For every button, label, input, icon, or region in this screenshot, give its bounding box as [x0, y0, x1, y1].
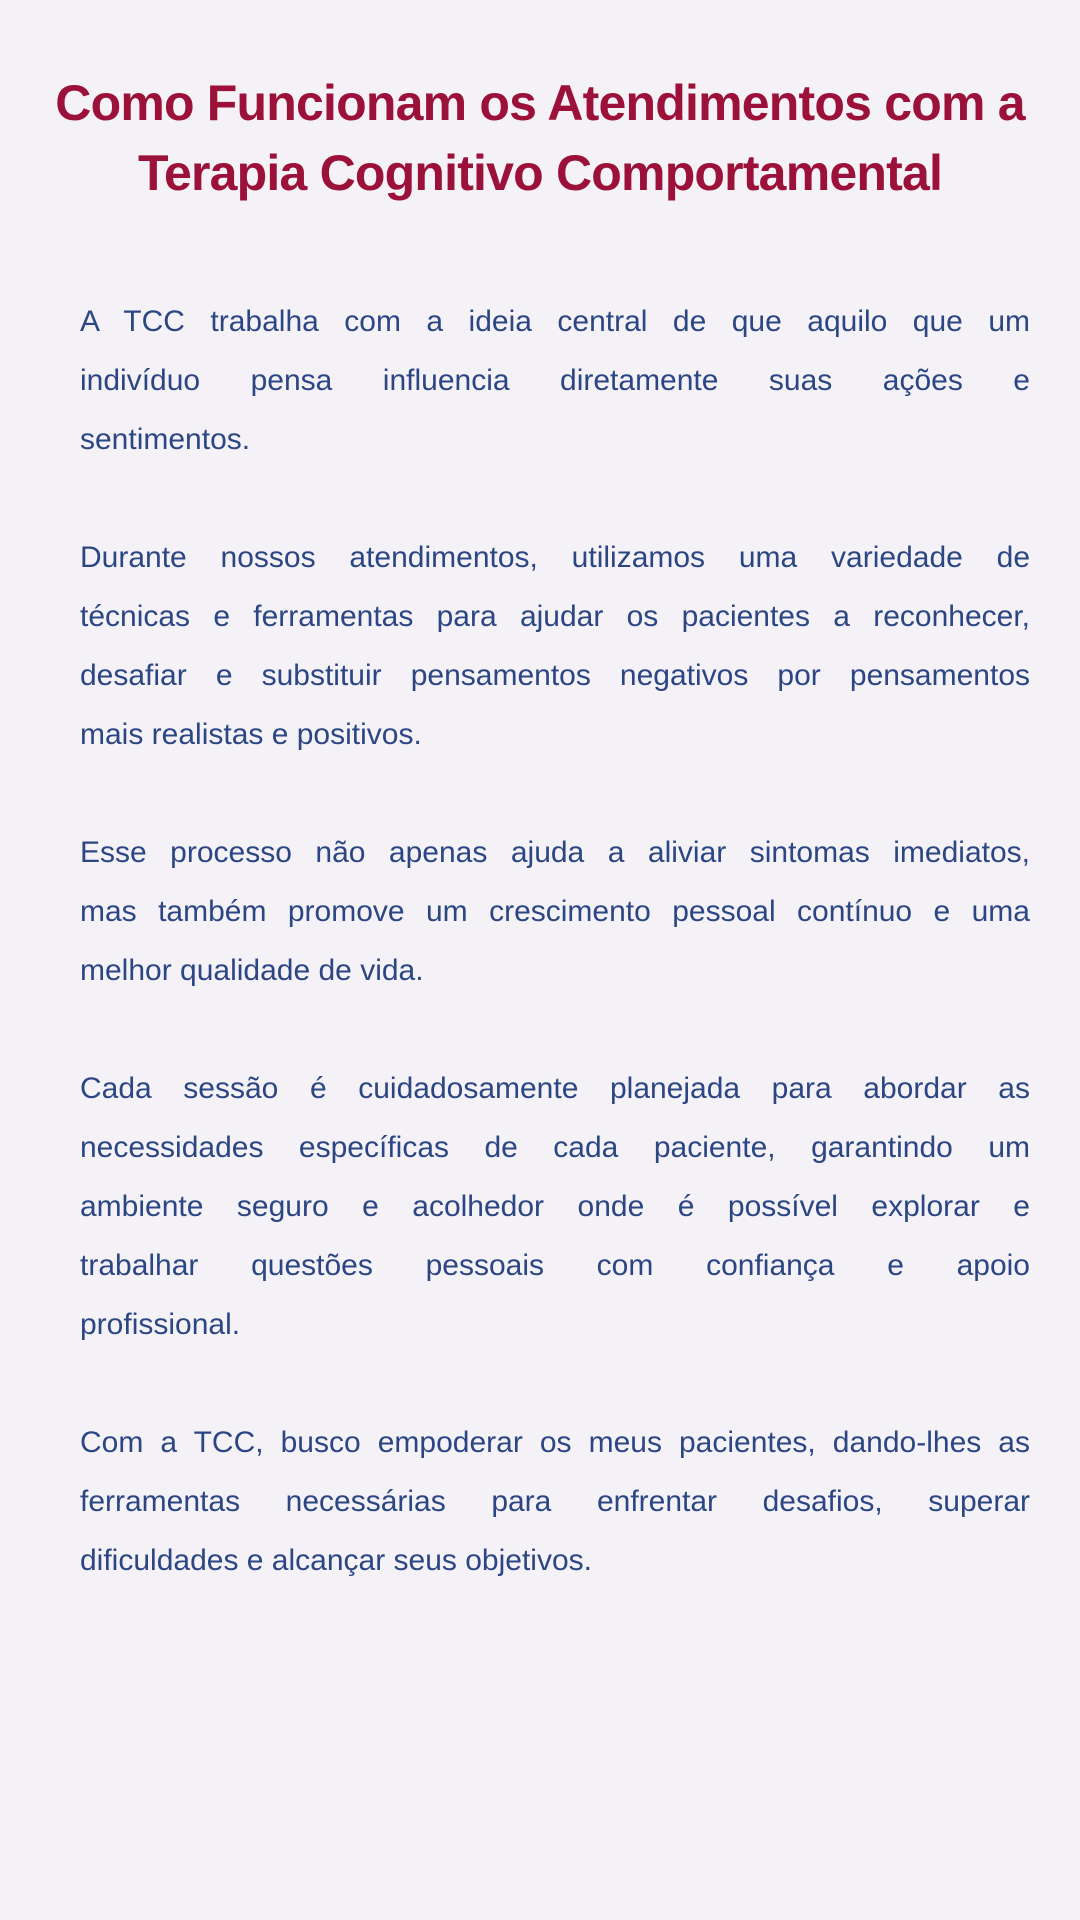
text-line: Com a TCC, busco empoderar os meus pacientes, dando-lhes as — [80, 1426, 1030, 1459]
text-line: Cada sessão é cuidadosamente planejada para abordar as — [80, 1072, 1030, 1105]
text-line: mais realistas e positivos. — [80, 718, 422, 751]
text-line: técnicas e ferramentas para ajudar os pacientes a reconhecer, — [80, 600, 1030, 633]
text-line: desafiar e substituir pensamentos negativos por pensamentos — [80, 659, 1030, 692]
text-line: melhor qualidade de vida. — [80, 954, 424, 987]
text-line: mas também promove um crescimento pessoal contínuo e uma — [80, 895, 1030, 928]
page-title — [40, 68, 1040, 208]
text-line: trabalhar questões pessoais com confiança e apoio — [80, 1249, 1030, 1282]
text-line: Durante nossos atendimentos, utilizamos uma variedade de — [80, 541, 1030, 574]
paragraph-empowerment — [80, 1413, 1030, 1590]
article-body — [80, 292, 1030, 1649]
paragraph-sessions — [80, 1059, 1030, 1354]
text-line: Esse processo não apenas ajuda a aliviar sintomas imediatos, — [80, 836, 1030, 869]
text-line: A TCC trabalha com a ideia central de que aquilo que um — [80, 305, 1030, 338]
text-line: indivíduo pensa influencia diretamente suas ações e — [80, 364, 1030, 397]
text-line: sentimentos. — [80, 423, 251, 456]
page-title-line-1: Como Funcionam os Atendimentos com a — [55, 75, 1025, 131]
text-line: dificuldades e alcançar seus objetivos. — [80, 1544, 592, 1577]
paragraph-tcc-intro — [80, 292, 1030, 469]
text-line: ferramentas necessárias para enfrentar desafios, superar — [80, 1485, 1030, 1518]
paragraph-techniques — [80, 528, 1030, 764]
page-title-line-2: Terapia Cognitivo Comportamental — [137, 145, 943, 201]
text-line: necessidades específicas de cada paciente, garantindo um — [80, 1131, 1030, 1164]
text-line: ambiente seguro e acolhedor onde é possível explorar e — [80, 1190, 1030, 1223]
paragraph-process — [80, 823, 1030, 1000]
text-line: profissional. — [80, 1308, 241, 1341]
